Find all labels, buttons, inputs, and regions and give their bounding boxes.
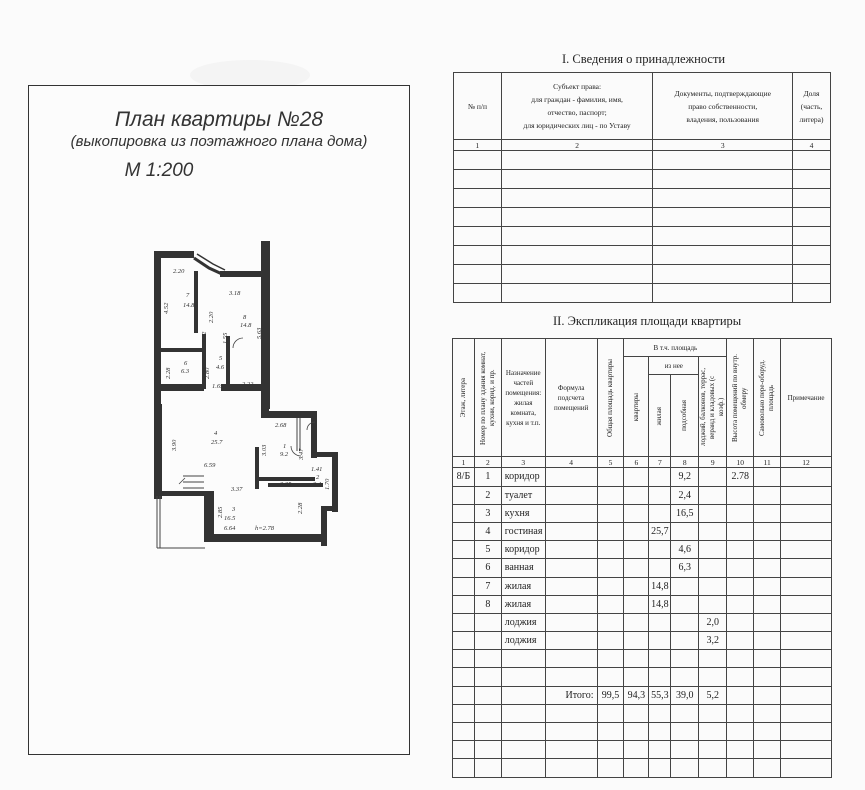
row-living: 14,8 xyxy=(649,577,671,595)
dim-label: 2.28 xyxy=(297,502,304,514)
dim-label: 1.65 xyxy=(212,383,224,390)
table-row xyxy=(453,468,832,486)
header-subject: Субъект права: для граждан - фамилия, имя, отчество, паспорт; для юридических лиц - по Уставу xyxy=(501,73,653,140)
header-loggias: лоджий, балконов, террас, веранд и кладовых (с коэф.) xyxy=(699,357,727,457)
row-loggia: 3,2 xyxy=(699,632,727,650)
dim-label: 2 xyxy=(316,474,320,481)
ownership-title: I. Сведения о принадлежности xyxy=(562,52,726,66)
row-living xyxy=(649,468,671,486)
row-living: 25,7 xyxy=(649,522,671,540)
row-height xyxy=(727,595,754,613)
total-apartment: 94,3 xyxy=(624,686,649,704)
header-height: Высота помещений по внутр. обмеру xyxy=(727,339,754,457)
row-loggia: 2,0 xyxy=(699,613,727,631)
col-number: 5 xyxy=(597,457,624,468)
dim-label: 1.55 xyxy=(222,332,229,344)
row-height xyxy=(727,613,754,631)
total-area: 99,5 xyxy=(597,686,624,704)
row-name: жилая xyxy=(501,577,545,595)
col-number: 4 xyxy=(793,140,831,151)
dim-label: 1 xyxy=(283,443,287,450)
table-row xyxy=(454,246,831,265)
row-number: 6 xyxy=(474,559,501,577)
row-number: 3 xyxy=(474,504,501,522)
dim-label: 9.2 xyxy=(280,451,289,458)
table-row xyxy=(453,650,832,668)
row-loggia xyxy=(699,486,727,504)
table-row xyxy=(453,759,832,777)
col-number: 12 xyxy=(781,457,832,468)
dim-label: 4.52 xyxy=(163,302,170,314)
col-number: 7 xyxy=(649,457,671,468)
row-height xyxy=(727,541,754,559)
table-row xyxy=(453,668,832,686)
row-number: 5 xyxy=(474,541,501,559)
row-loggia xyxy=(699,559,727,577)
row-number: 8 xyxy=(474,595,501,613)
col-number: 2 xyxy=(501,140,653,151)
header-unauth: Самовольно пере-оборуд. площадь xyxy=(754,339,781,457)
col-number: 4 xyxy=(545,457,597,468)
row-name: туалет xyxy=(501,486,545,504)
header-purpose: Назначение частей помещения: жилая комната, кухня и т.п. xyxy=(501,339,545,457)
dim-label: 3.90 xyxy=(171,439,178,451)
total-aux: 39,0 xyxy=(671,686,699,704)
table-row xyxy=(454,151,831,170)
table-row xyxy=(453,504,832,522)
header-share: Доля (часть, литера) xyxy=(793,73,831,140)
row-auxiliary: 2,4 xyxy=(671,486,699,504)
total-loggias: 5,2 xyxy=(699,686,727,704)
row-height xyxy=(727,486,754,504)
header-floor: Этаж, литера xyxy=(453,339,475,457)
dim-label: 4.6 xyxy=(216,364,225,371)
ownership-table xyxy=(453,72,831,303)
header-apartments: квартиры xyxy=(624,357,649,457)
dim-label: 14.8 xyxy=(240,322,252,329)
table-row xyxy=(453,522,832,540)
col-number: 11 xyxy=(754,457,781,468)
row-floor xyxy=(453,504,475,522)
dim-label: 2.85 xyxy=(217,506,224,518)
dim-label: 1.70 xyxy=(324,478,331,490)
dim-label: 3.47 xyxy=(298,448,305,460)
row-living xyxy=(649,541,671,559)
header-room-no: Номер по плану здания комнат, кухни, корид. и пр. xyxy=(474,339,501,457)
row-name: жилая xyxy=(501,595,545,613)
table-row xyxy=(454,227,831,246)
table-row xyxy=(453,559,832,577)
dim-label: 3.37 xyxy=(231,486,243,493)
dim-label: 2.20 xyxy=(173,268,185,275)
header-incl: В т.ч. площадь xyxy=(624,339,727,357)
dim-label: 25.7 xyxy=(211,439,223,446)
table-row xyxy=(453,723,832,741)
row-loggia xyxy=(699,468,727,486)
row-height xyxy=(727,504,754,522)
row-name: лоджия xyxy=(501,613,545,631)
dim-label: 2.68 xyxy=(275,422,287,429)
row-number: 4 xyxy=(474,522,501,540)
total-living: 55,3 xyxy=(649,686,671,704)
row-floor xyxy=(453,559,475,577)
row-auxiliary: 4,6 xyxy=(671,541,699,559)
row-living xyxy=(649,559,671,577)
row-number xyxy=(474,613,501,631)
totals-row xyxy=(453,686,832,704)
header-formula: Формула подсчета помещений xyxy=(545,339,597,457)
row-loggia xyxy=(699,595,727,613)
col-number: 8 xyxy=(671,457,699,468)
explication-rows xyxy=(453,468,832,650)
dim-label: h=2.78 xyxy=(255,525,275,532)
dim-label: 2.05 xyxy=(280,481,292,488)
dim-label: 6.59 xyxy=(204,462,216,469)
explication-title: II. Экспликация площади квартиры xyxy=(553,314,742,328)
dim-label: 2.20 xyxy=(208,311,215,323)
row-loggia xyxy=(699,504,727,522)
dim-label: 3.18 xyxy=(229,290,241,297)
row-floor xyxy=(453,632,475,650)
row-number: 2 xyxy=(474,486,501,504)
plan-title: План квартиры №28 xyxy=(114,108,324,131)
dim-label: 3 xyxy=(232,506,236,513)
table-row xyxy=(454,284,831,303)
dim-label: 5.63 xyxy=(256,327,263,339)
walls xyxy=(154,241,338,546)
row-floor xyxy=(453,595,475,613)
row-auxiliary: 6,3 xyxy=(671,559,699,577)
dim-label: 14.8 xyxy=(183,302,195,309)
floor-plan-frame xyxy=(28,85,410,755)
header-total: Общая площадь квартиры xyxy=(597,339,624,457)
row-floor xyxy=(453,541,475,559)
dim-label: 1.42 xyxy=(201,331,208,343)
row-auxiliary: 9,2 xyxy=(671,468,699,486)
row-living xyxy=(649,613,671,631)
row-height xyxy=(727,559,754,577)
dim-label: 2.28 xyxy=(165,367,172,379)
dim-label: 3.03 xyxy=(261,444,268,456)
table-row xyxy=(453,577,832,595)
dim-label: 2.80 xyxy=(204,367,211,379)
dim-label: 2.4 xyxy=(313,481,322,488)
row-auxiliary: 16,5 xyxy=(671,504,699,522)
row-loggia xyxy=(699,522,727,540)
header-auxiliary: подсобная xyxy=(671,375,699,457)
row-living xyxy=(649,632,671,650)
row-name: коридор xyxy=(501,468,545,486)
col-number: 1 xyxy=(454,140,502,151)
dim-label: 16.5 xyxy=(224,515,236,522)
row-number: 7 xyxy=(474,577,501,595)
row-auxiliary xyxy=(671,577,699,595)
table-row xyxy=(453,613,832,631)
dim-label: 7 xyxy=(186,292,190,299)
row-height xyxy=(727,632,754,650)
floor-plan-drawing xyxy=(29,86,409,754)
dim-label: 2.78 xyxy=(179,383,191,390)
dim-label: 6 xyxy=(184,360,188,367)
row-name: кухня xyxy=(501,504,545,522)
row-name: лоджия xyxy=(501,632,545,650)
table-row xyxy=(454,170,831,189)
dim-label: 4 xyxy=(214,430,218,437)
col-number: 3 xyxy=(653,140,793,151)
col-number: 6 xyxy=(624,457,649,468)
col-number: 1 xyxy=(453,457,475,468)
table-row xyxy=(454,265,831,284)
row-floor xyxy=(453,613,475,631)
table-row xyxy=(453,704,832,722)
header-living: жилая xyxy=(649,375,671,457)
header-num: № п/п xyxy=(454,73,502,140)
row-name: коридор xyxy=(501,541,545,559)
row-number: 1 xyxy=(474,468,501,486)
row-number xyxy=(474,632,501,650)
header-docs: Документы, подтверждающие право собственности, владения, пользования xyxy=(653,73,793,140)
row-floor xyxy=(453,486,475,504)
header-note: Примечание xyxy=(781,339,832,457)
row-auxiliary xyxy=(671,522,699,540)
dim-label: 6.64 xyxy=(224,525,236,532)
table-row xyxy=(453,541,832,559)
table-row xyxy=(453,632,832,650)
row-height xyxy=(727,522,754,540)
row-floor xyxy=(453,522,475,540)
dim-label: 6.3 xyxy=(181,368,190,375)
plan-subtitle: (выкопировка из поэтажного плана дома) xyxy=(70,133,368,150)
dim-label: 2.22 xyxy=(242,381,254,388)
dim-label: 1.41 xyxy=(311,466,323,473)
col-number: 3 xyxy=(501,457,545,468)
totals-label: Итого: xyxy=(545,686,597,704)
table-row xyxy=(453,486,832,504)
header-of-which: из нее xyxy=(649,357,699,375)
row-living xyxy=(649,486,671,504)
table-row xyxy=(454,208,831,227)
row-name: гостиная xyxy=(501,522,545,540)
row-loggia xyxy=(699,577,727,595)
row-name: ванная xyxy=(501,559,545,577)
col-number: 10 xyxy=(727,457,754,468)
row-living xyxy=(649,504,671,522)
col-number: 2 xyxy=(474,457,501,468)
explication-table xyxy=(452,338,832,778)
table-row xyxy=(453,595,832,613)
row-height: 2.78 xyxy=(727,468,754,486)
table-row xyxy=(454,189,831,208)
row-loggia xyxy=(699,541,727,559)
dim-label: 8 xyxy=(243,314,247,321)
plan-scale: М 1:200 xyxy=(124,160,194,181)
dim-label: 5 xyxy=(219,355,223,362)
row-floor xyxy=(453,577,475,595)
row-height xyxy=(727,577,754,595)
row-auxiliary xyxy=(671,613,699,631)
table-row xyxy=(453,741,832,759)
row-living: 14,8 xyxy=(649,595,671,613)
row-auxiliary xyxy=(671,632,699,650)
col-number: 9 xyxy=(699,457,727,468)
row-floor: 8/Б xyxy=(453,468,475,486)
row-auxiliary xyxy=(671,595,699,613)
